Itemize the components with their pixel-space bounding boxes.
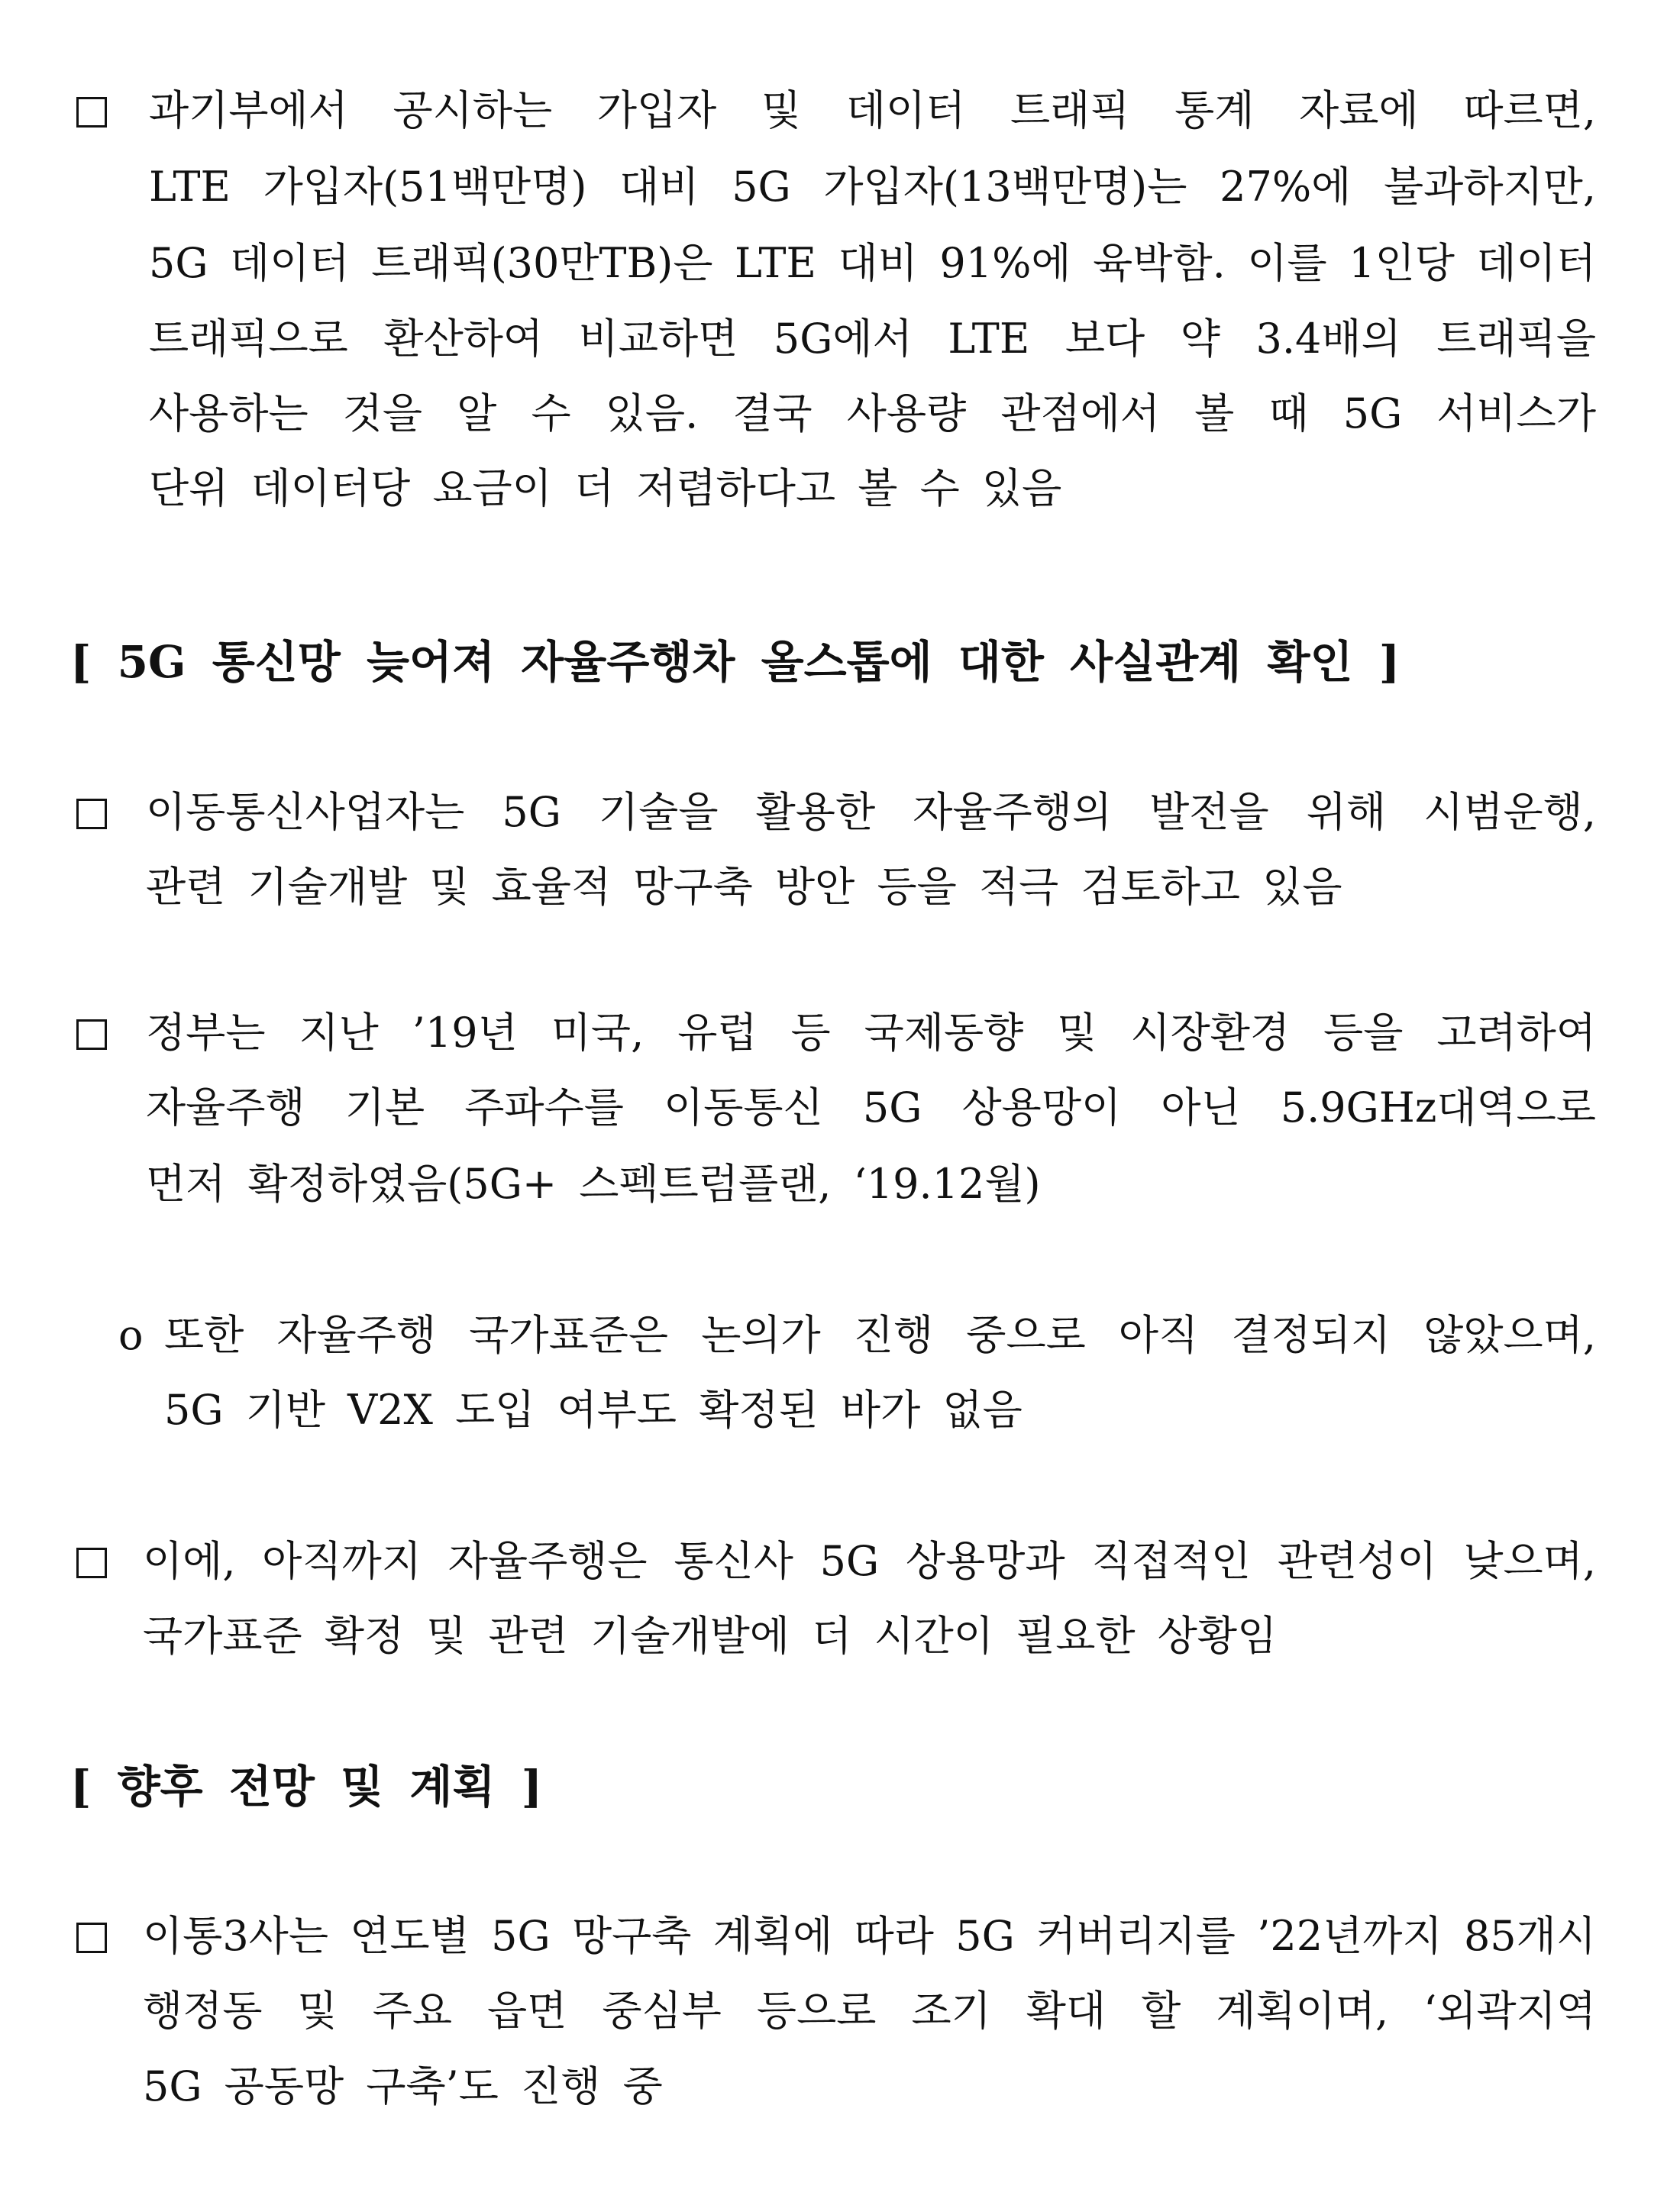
checkbox-bullet (76, 97, 107, 128)
paragraph-line: 이통3사는 연도별 5G 망구축 계획에 따라 5G 커버리지를 ’22년까지 85개시 (143, 1912, 1596, 1960)
paragraph-line: 5G 기반 V2X 도입 여부도 확정된 바가 없음 (164, 1386, 1023, 1434)
paragraph-line: 과기부에서 공시하는 가입자 및 데이터 트래픽 통계 자료에 따르면, (149, 86, 1596, 134)
sub-bullet-marker: o (118, 1311, 144, 1359)
paragraph-line: 국가표준 확정 및 관련 기술개발에 더 시간이 필요한 상황임 (143, 1612, 1278, 1660)
paragraph-line: 트래픽으로 환산하여 비교하면 5G에서 LTE 보다 약 3.4배의 트래픽을 (149, 315, 1596, 363)
paragraph-line: 관련 기술개발 및 효율적 망구축 방안 등을 적극 검토하고 있음 (146, 863, 1342, 911)
paragraph-line: 정부는 지난 ’19년 미국, 유럽 등 국제동향 및 시장환경 등을 고려하여 (146, 1009, 1596, 1057)
paragraph-line: 자율주행 기본 주파수를 이동통신 5G 상용망이 아닌 5.9GHz대역으로 (146, 1083, 1596, 1132)
paragraph-line: 먼저 확정하였음(5G+ 스펙트럼플랜, ‘19.12월) (146, 1160, 1041, 1208)
paragraph-line: 단위 데이터당 요금이 더 저렴하다고 볼 수 있음 (149, 464, 1062, 512)
section-heading: [ 5G 통신망 늦어져 자율주행차 올스톱에 대한 사실관계 확인 ] (70, 636, 1401, 688)
paragraph-line: 행정동 및 주요 읍면 중심부 등으로 조기 확대 할 계획이며, ‘외곽지역 (143, 1987, 1596, 2035)
paragraph-line: 또한 자율주행 국가표준은 논의가 진행 중으로 아직 결정되지 않았으며, (164, 1311, 1596, 1359)
section-heading: [ 향후 전망 및 계획 ] (70, 1761, 543, 1813)
checkbox-bullet (76, 1923, 107, 1953)
paragraph-line: 이동통신사업자는 5G 기술을 활용한 자율주행의 발전을 위해 시범운행, (146, 788, 1596, 836)
checkbox-bullet (76, 1019, 107, 1050)
paragraph-line: 사용하는 것을 알 수 있음. 결국 사용량 관점에서 볼 때 5G 서비스가 (149, 389, 1596, 438)
paragraph-line: 이에, 아직까지 자율주행은 통신사 5G 상용망과 직접적인 관련성이 낮으며, (143, 1537, 1596, 1585)
paragraph-line: 5G 공동망 구축’도 진행 중 (143, 2062, 663, 2110)
paragraph-line: LTE 가입자(51백만명) 대비 5G 가입자(13백만명)는 27%에 불과하지만, (149, 163, 1596, 211)
checkbox-bullet (76, 799, 107, 829)
paragraph-line: 5G 데이터 트래픽(30만TB)은 LTE 대비 91%에 육박함. 이를 1인당 데이터 (149, 239, 1596, 287)
checkbox-bullet (76, 1548, 107, 1578)
